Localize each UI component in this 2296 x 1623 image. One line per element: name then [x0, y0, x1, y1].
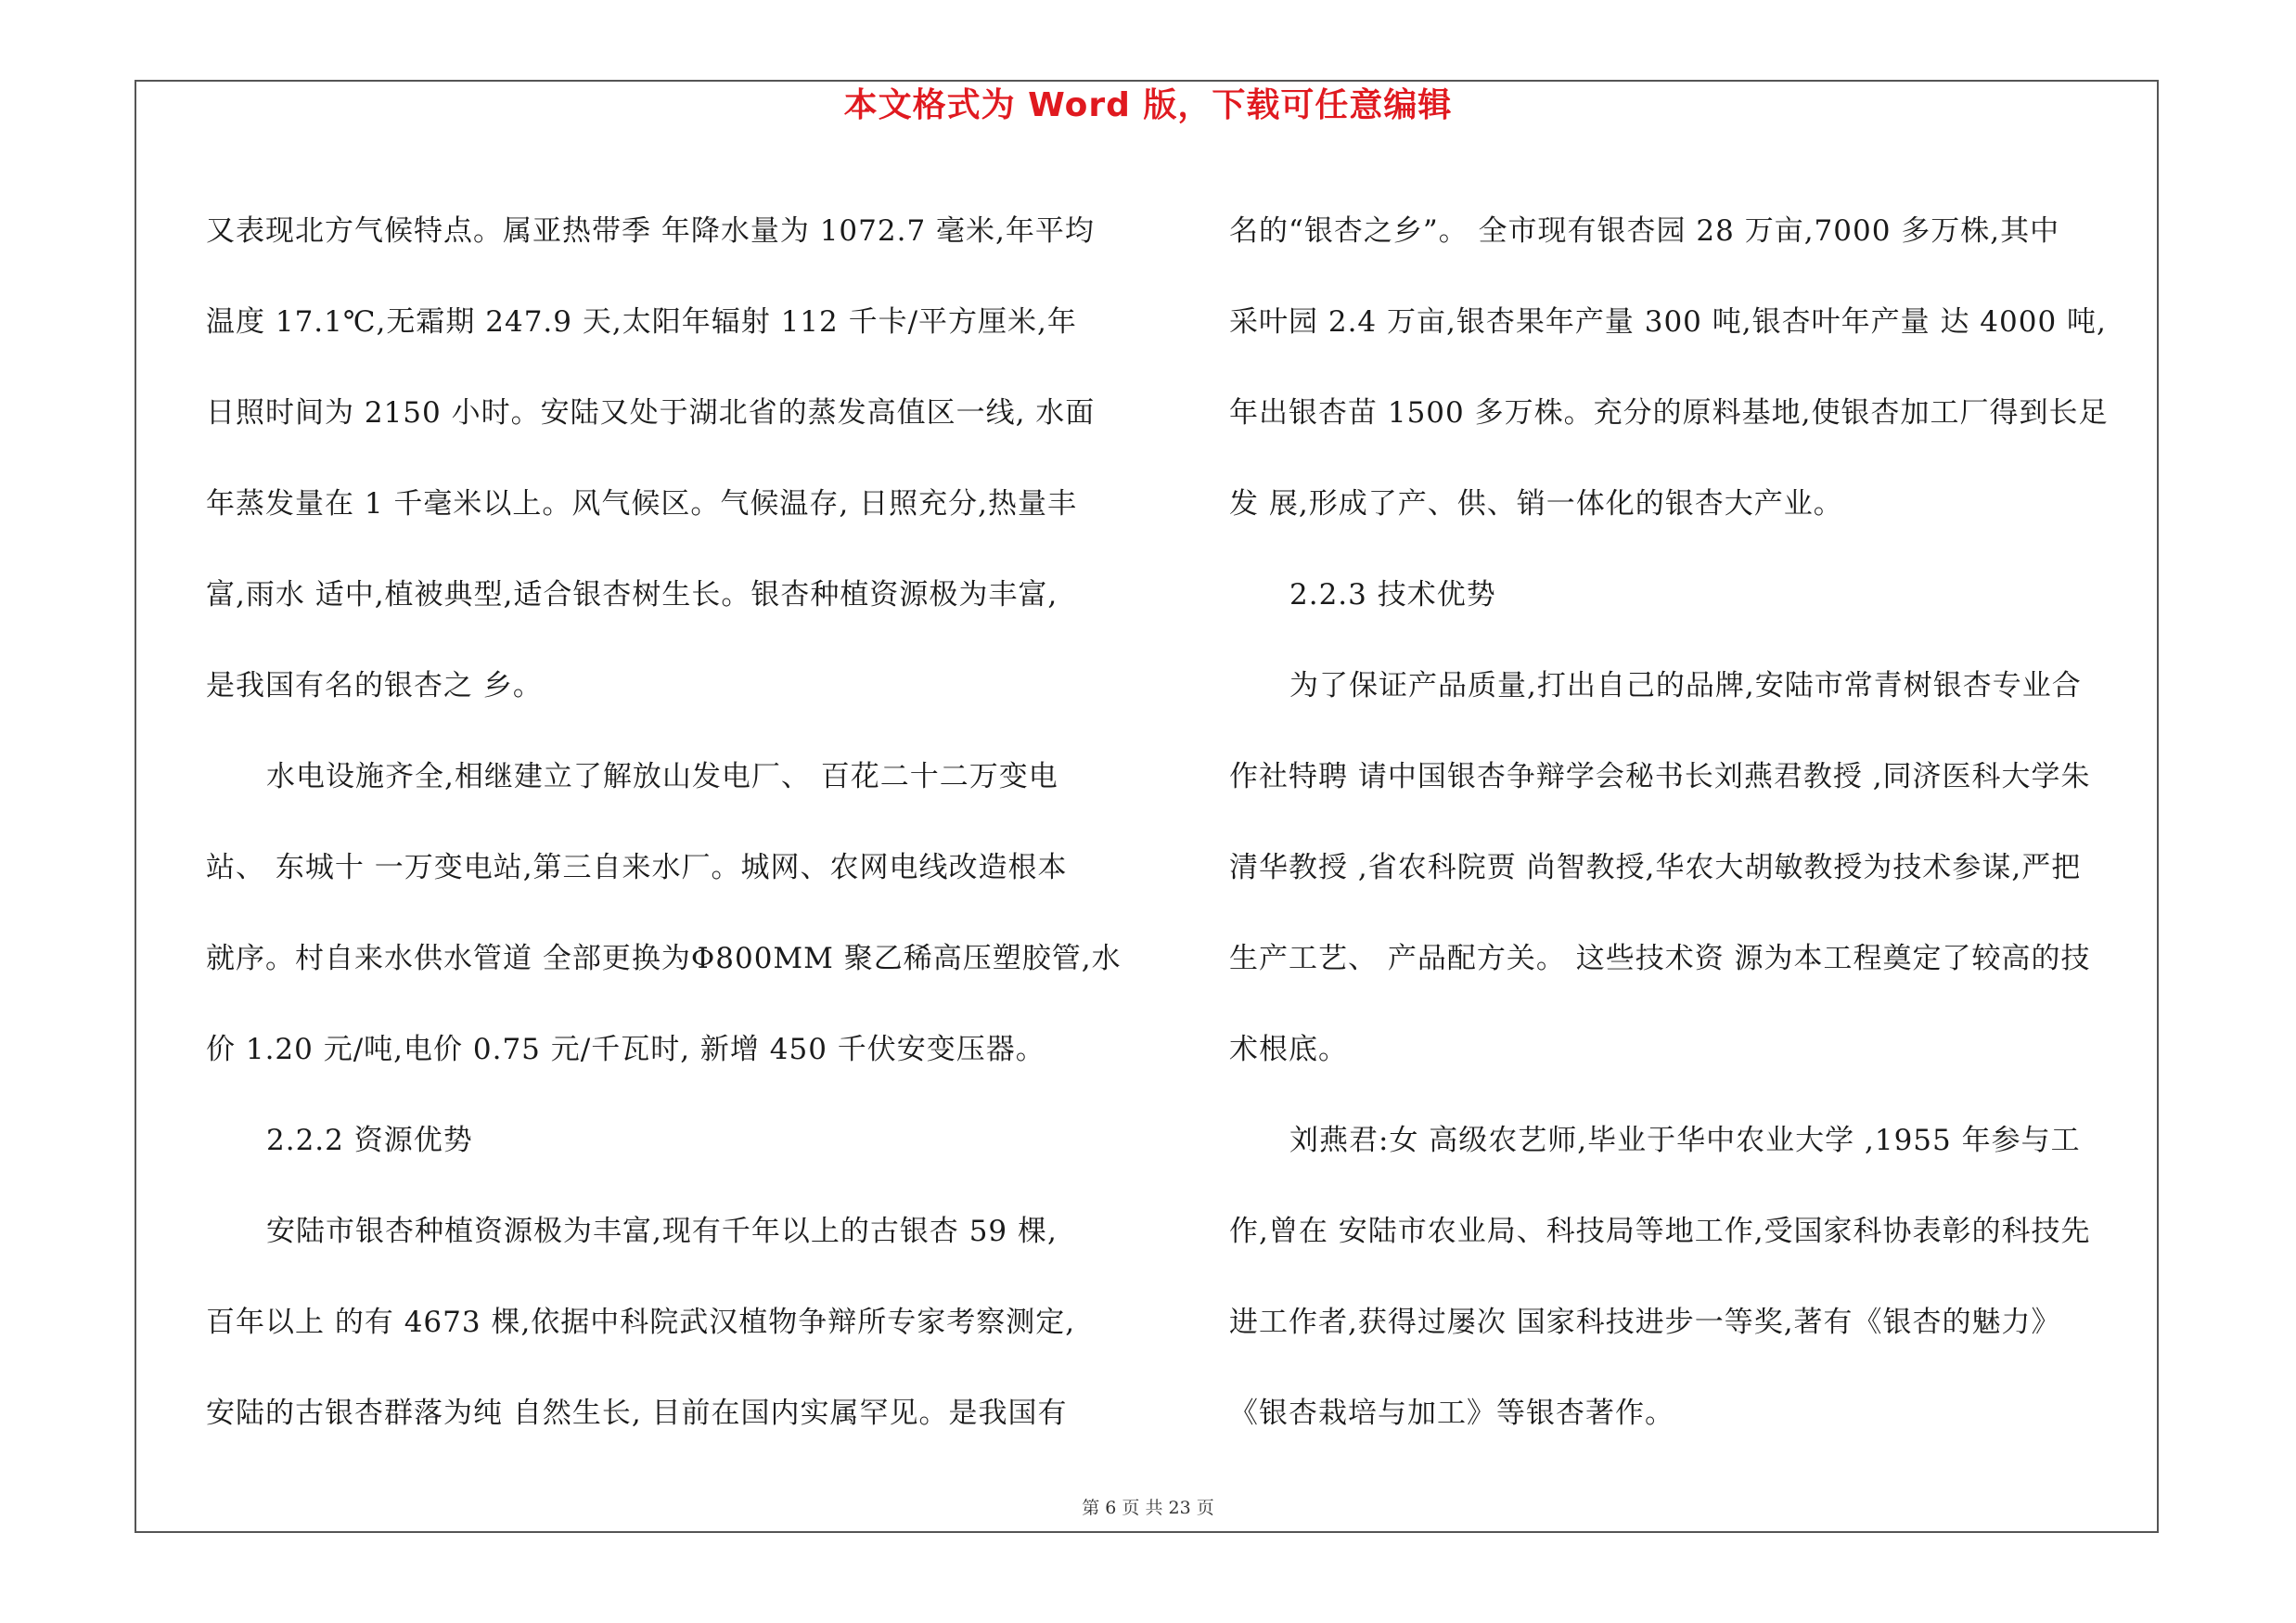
- text-line: 刘燕君:女 高级农艺师,毕业于华中农业大学 ,1955 年参与工: [1289, 1124, 2081, 1157]
- text-line: 就序。村自来水供水管道 全部更换为Φ800MM 聚乙稀高压塑胶管,水: [206, 942, 1122, 975]
- text-line: 年蒸发量在 1 千毫米以上。风气候区。气候温存, 日照充分,热量丰: [206, 487, 1077, 521]
- text-line: 清华教授 ,省农科院贾 尚智教授,华农大胡敏教授为技术参谋,严把: [1229, 851, 2082, 884]
- text-line: 是我国有名的银杏之 乡。: [206, 669, 543, 702]
- text-line: 又表现北方气候特点。属亚热带季 年降水量为 1072.7 毫米,年平均: [206, 214, 1095, 248]
- text-line: 2.2.2 资源优势: [266, 1124, 473, 1157]
- text-line: 2.2.3 技术优势: [1289, 578, 1496, 612]
- text-line: 富,雨水 适中,植被典型,适合银杏树生长。银杏种植资源极为丰富,: [206, 578, 1058, 612]
- text-line: 作,曾在 安陆市农业局、科技局等地工作,受国家科协表彰的科技先: [1229, 1215, 2091, 1248]
- text-line: 采叶园 2.4 万亩,银杏果年产量 300 吨,银杏叶年产量 达 4000 吨,: [1229, 305, 2107, 339]
- left-column: [206, 186, 1124, 1459]
- text-line: 生产工艺、 产品配方关。 这些技术资 源为本工程奠定了较高的技: [1229, 942, 2091, 975]
- text-line: 年出银杏苗 1500 多万株。充分的原料基地,使银杏加工厂得到长足: [1229, 396, 2109, 430]
- text-line: 站、 东城十 一万变电站,第三自来水厂。城网、农网电线改造根本: [206, 851, 1068, 884]
- text-line: 术根底。: [1229, 1033, 1348, 1066]
- text-line: 安陆市银杏种植资源极为丰富,现有千年以上的古银杏 59 棵,: [266, 1215, 1058, 1248]
- text-line: 温度 17.1℃,无霜期 247.9 天,太阳年辐射 112 千卡/平方厘米,年: [206, 305, 1077, 339]
- page-number-footer: 第 6 页 共 23 页: [1082, 1498, 1214, 1518]
- text-line: 发 展,形成了产、供、销一体化的银杏大产业。: [1229, 487, 1843, 521]
- text-line: 作社特聘 请中国银杏争辩学会秘书长刘燕君教授 ,同济医科大学朱: [1229, 760, 2091, 793]
- text-line: 名的“银杏之乡”。 全市现有银杏园 28 万亩,7000 多万株,其中: [1229, 214, 2060, 248]
- text-line: 百年以上 的有 4673 棵,依据中科院武汉植物争辩所专家考察测定,: [206, 1306, 1076, 1339]
- text-line: 日照时间为 2150 小时。安陆又处于湖北省的蒸发高值区一线, 水面: [206, 396, 1096, 430]
- text-line: 安陆的古银杏群落为纯 自然生长, 目前在国内实属罕见。是我国有: [206, 1397, 1068, 1430]
- text-line: 价 1.20 元/吨,电价 0.75 元/千瓦时, 新增 450 千伏安变压器。: [206, 1033, 1045, 1066]
- text-line: 进工作者,获得过屡次 国家科技进步一等奖,著有《银杏的魅力》: [1229, 1306, 2061, 1339]
- text-line: 为了保证产品质量,打出自己的品牌,安陆市常青树银杏专业合: [1289, 669, 2082, 702]
- format-banner: 本文格式为 Word 版，下载可任意编辑: [843, 86, 1453, 124]
- text-line: 《银杏栽培与加工》等银杏著作。: [1229, 1397, 1674, 1430]
- right-column: [1229, 186, 2148, 1459]
- text-line: 水电设施齐全,相继建立了解放山发电厂、 百花二十二万变电: [266, 760, 1058, 793]
